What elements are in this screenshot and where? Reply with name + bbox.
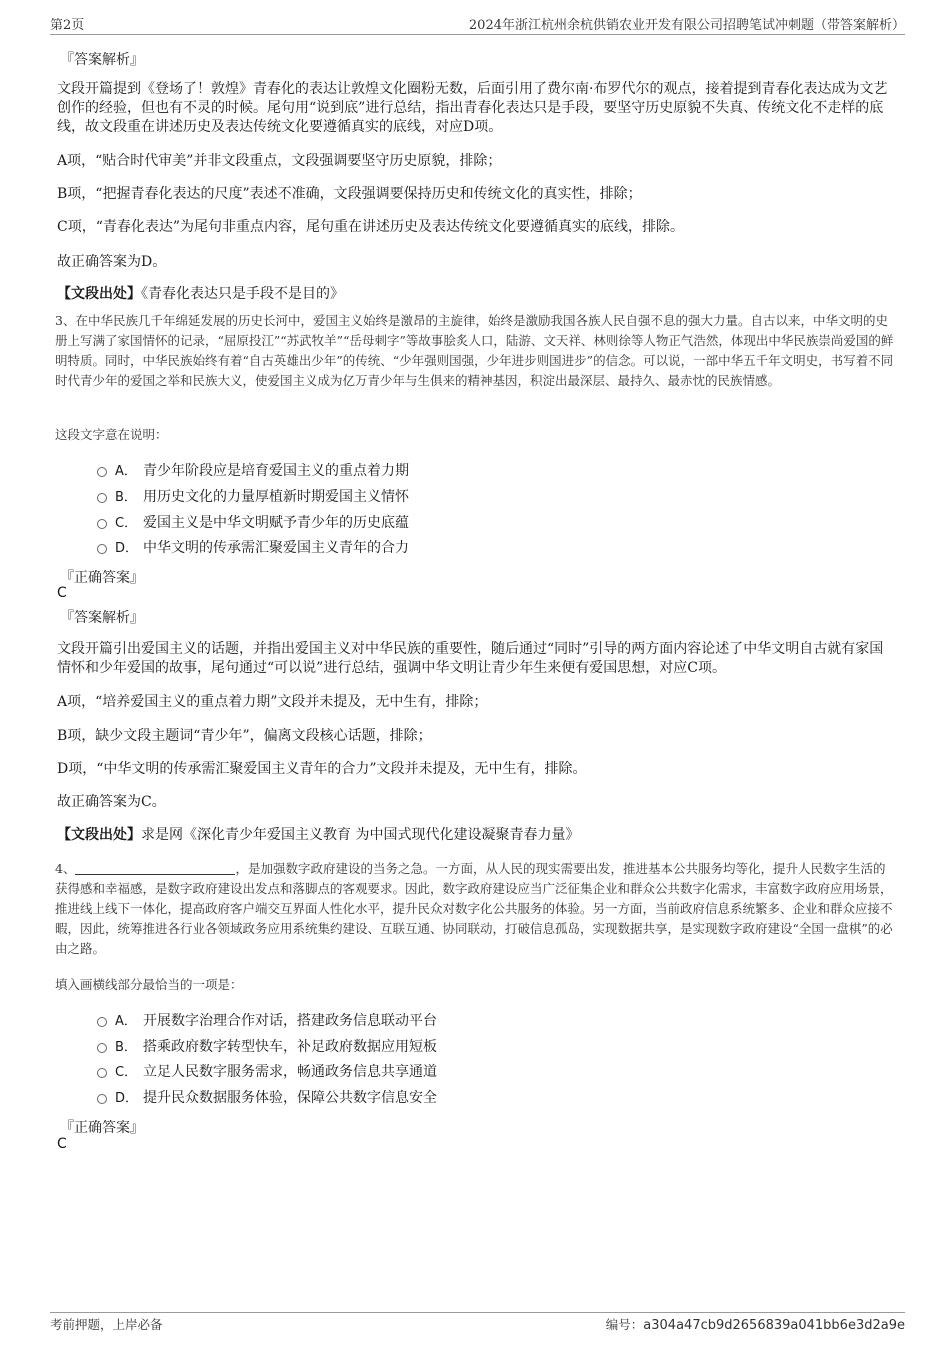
- q3-number: 3、: [55, 313, 76, 328]
- q3-prompt: 这段文字意在说明：: [55, 427, 168, 442]
- q3-option-a-analysis: A项，“培养爱国主义的重点着力期”文段并未提及，无中生有，排除；: [57, 694, 488, 710]
- radio-icon[interactable]: [97, 1017, 107, 1027]
- q4-prompt: 填入画横线部分最恰当的一项是：: [55, 977, 243, 992]
- page-number: 第2页: [50, 18, 85, 33]
- document-code-label: 编号：: [605, 1317, 644, 1332]
- q2-source: [57, 285, 344, 304]
- q3-option-b-analysis: B项，缺少文段主题词“青少年”，偏离文段核心话题，排除；: [57, 728, 432, 744]
- q2-option-c-analysis: C项，“青春化表达”为尾句非重点内容，尾句重在讲述历史及表达传统文化要遵循真实的底线，排除。: [57, 219, 685, 235]
- q3-analysis-label: 『答案解析』: [60, 610, 144, 626]
- q3-option-c[interactable]: C． 爱国主义是中华文明赋予青少年的历史底蕴: [97, 513, 409, 533]
- q2-source-text: 《青春化表达只是手段不是目的》: [141, 286, 344, 302]
- document-code: [606, 1315, 905, 1333]
- q2-source-label: 【文段出处】: [57, 286, 141, 302]
- q3-stem: [55, 311, 897, 391]
- q3-source: [57, 826, 579, 845]
- document-title: 2024年浙江杭州余杭供销农业开发有限公司招聘笔试冲刺题（带答案解析）: [468, 18, 905, 33]
- document-code-value: a304a47cb9d2656839a041bb6e3d2a9e: [643, 1318, 905, 1333]
- q3-source-label: 【文段出处】: [57, 827, 141, 843]
- radio-icon[interactable]: [97, 467, 107, 477]
- footer-slogan: 考前押题，上岸必备: [50, 1317, 163, 1332]
- q4-number: 4、: [55, 861, 76, 876]
- answer-blank: [75, 862, 235, 875]
- q3-stem-text: 在中华民族几千年绵延发展的历史长河中，爱国主义始终是激昂的主旋律，始终是激励我国各族人民自强不息的强大力量。自古以来，中华文明的史册上写满了家国情怀的记录，“屈原投江”“苏武牧羊”“岳母刺字”等故事脍炙人口，陆游、文天祥、林则徐等人物正气浩然，体现出中华民族崇尚爱国的鲜明特质。同时，中华民族始终有着“自古英雄出少年”的传统、“少年强则国强，少年进步则国进步”的信念。可以说，一部中华五千年文明史，书写着不同时代青少年的爱国之举和民族大义，使爱国主义成为亿万青少年与生俱来的精神基因，积淀出最深层、最持久、最赤忱的民族情感。: [55, 313, 894, 388]
- q4-stem: [55, 859, 897, 959]
- q2-option-b-analysis: B项，“把握青春化表达的尺度”表述不准确，文段强调要保持历史和传统文化的真实性，排除；: [57, 186, 642, 202]
- q3-option-d[interactable]: D． 中华文明的传承需汇聚爱国主义青年的合力: [97, 538, 409, 558]
- q3-conclusion: 故正确答案为C。: [57, 794, 166, 810]
- radio-icon[interactable]: [97, 493, 107, 503]
- page-header: [50, 14, 905, 35]
- q2-option-a-analysis: A项，“贴合时代审美”并非文段重点，文段强调要坚守历史原貌，排除；: [57, 153, 502, 169]
- q3-answer-label: 『正确答案』: [60, 570, 144, 586]
- q4-option-d[interactable]: D． 提升民众数据服务体验，保障公共数字信息安全: [97, 1088, 437, 1108]
- q4-stem-text: ，是加强数字政府建设的当务之急。一方面，从人民的现实需要出发，推进基本公共服务均等化，提升人民数字生活的获得感和幸福感，是数字政府建设出发点和落脚点的客观要求。因此，数字政府建设应当广泛征集企业和群众公共数字化需求，丰富数字政府应用场景，推进线上线下一体化，提高政府客户端交互界面人性化水平，提升民众对数字化公共服务的体验。另一方面，当前政府信息系统繁多、企业和群众应接不暇，因此，统筹推进各行业各领域政务应用系统集约建设、互联互通、协同联动，打破信息孤岛，实现数据共享，是实现数字政府建设“全国一盘棋”的必由之路。: [55, 861, 893, 956]
- q4-answer: C: [57, 1136, 67, 1152]
- radio-icon[interactable]: [97, 1043, 107, 1053]
- q4-option-a[interactable]: A． 开展数字治理合作对话，搭建政务信息联动平台: [97, 1011, 437, 1031]
- radio-icon[interactable]: [97, 544, 107, 554]
- radio-icon[interactable]: [97, 519, 107, 529]
- page-footer: [50, 1312, 905, 1335]
- q3-source-text: 求是网《深化青少年爱国主义教育 为中国式现代化建设凝聚青春力量》: [141, 827, 580, 843]
- q2-analysis-text: 文段开篇提到《登场了！敦煌》青春化的表达让敦煌文化圈粉无数，后面引用了费尔南·布罗代尔的观点，接着提到青春化表达成为文艺创作的经验，但也有不灵的时候。尾句用“说到底”进行总结，指出青春化表达只是手段，要坚守历史原貌不失真、传统文化不走样的底线，故文段重在讲述历史及表达传统文化要遵循真实的底线，对应D项。: [57, 81, 888, 135]
- radio-icon[interactable]: [97, 1068, 107, 1078]
- q3-option-b[interactable]: B． 用历史文化的力量厚植新时期爱国主义情怀: [97, 487, 409, 507]
- q4-option-c[interactable]: C． 立足人民数字服务需求，畅通政务信息共享通道: [97, 1062, 437, 1082]
- q3-answer: C: [57, 585, 67, 601]
- q3-option-d-analysis: D项，“中华文明的传承需汇聚爱国主义青年的合力”文段并未提及，无中生有，排除。: [57, 761, 587, 777]
- q4-option-b[interactable]: B． 搭乘政府数字转型快车，补足政府数据应用短板: [97, 1037, 437, 1057]
- q4-answer-label: 『正确答案』: [60, 1120, 144, 1136]
- radio-icon[interactable]: [97, 1094, 107, 1104]
- q3-option-a[interactable]: A． 青少年阶段应是培育爱国主义的重点着力期: [97, 461, 409, 481]
- q3-analysis-text: 文段开篇引出爱国主义的话题，并指出爱国主义对中华民族的重要性，随后通过“同时”引导的两方面内容论述了中华文明自古就有家国情怀和少年爱国的故事，尾句通过“可以说”进行总结，强调中华文明让青少年生来便有爱国思想，对应C项。: [57, 641, 884, 676]
- q2-conclusion: 故正确答案为D。: [57, 254, 167, 270]
- q2-analysis-label: 『答案解析』: [60, 52, 144, 68]
